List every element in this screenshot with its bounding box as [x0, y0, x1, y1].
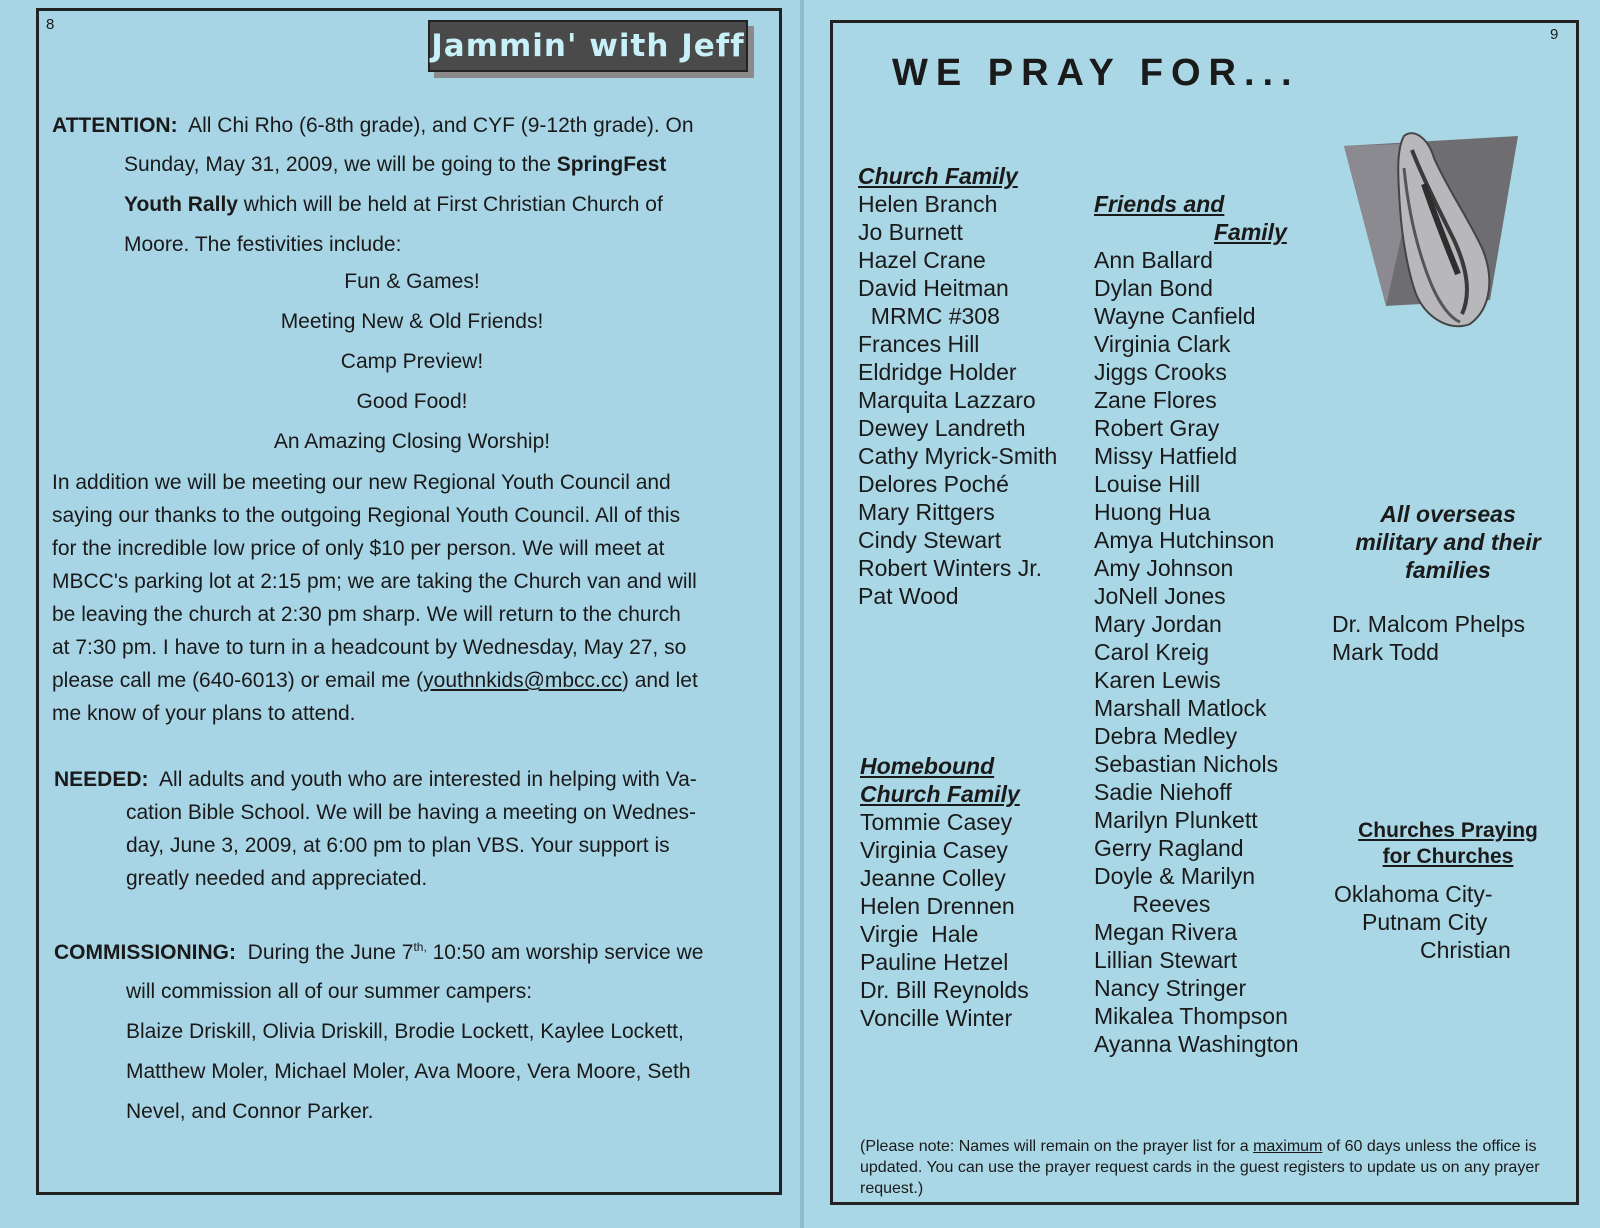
festivity-item: Fun & Games!: [344, 270, 480, 293]
pray-title: WE PRAY FOR...: [892, 52, 1300, 94]
church-family-name: Mary Rittgers: [858, 499, 995, 525]
homebound-list: [860, 808, 1029, 1032]
friends-column: [1094, 190, 1299, 1058]
addition-line-8: me know of your plans to attend.: [52, 702, 356, 725]
church-family-name: Delores Poché: [858, 471, 1009, 497]
church-family-name: Robert Winters Jr.: [858, 555, 1043, 581]
needed-line-1: [54, 768, 697, 792]
addition-text-7b: ) and let: [621, 669, 698, 692]
friends-name: Reeves: [1094, 891, 1211, 917]
church-family-name: Jo Burnett: [858, 219, 963, 245]
commissioning-line: Nevel, and Connor Parker.: [126, 1100, 374, 1123]
left-page-border: [36, 8, 782, 1195]
banner-title: Jammin' with Jeff: [431, 28, 745, 64]
commissioning-line: Blaize Driskill, Olivia Driskill, Brodie Lockett, Kaylee Lockett,: [126, 1020, 684, 1043]
church-family-name: Dewey Landreth: [858, 415, 1026, 441]
friends-name: Wayne Canfield: [1094, 303, 1256, 329]
military-heading-lines: [1338, 500, 1558, 584]
commissioning-line-1: [54, 940, 703, 965]
friends-name: Lillian Stewart: [1094, 947, 1238, 973]
military-list: [1332, 610, 1525, 666]
churches-list: [1334, 880, 1511, 964]
church-family-name: Eldridge Holder: [858, 359, 1017, 385]
friends-name: JoNell Jones: [1094, 583, 1226, 609]
military-name: Mark Todd: [1332, 639, 1439, 665]
friends-name: Mikalea Thompson: [1094, 1003, 1288, 1029]
festivity-item: Good Food!: [356, 390, 468, 413]
homebound-name: Virginia Casey: [860, 837, 1008, 863]
attention-text-1: All Chi Rho (6-8th grade), and CYF (9-12th grade). On: [188, 114, 694, 137]
commissioning-label: COMMISSIONING:: [54, 941, 236, 964]
commissioning-text-1a: During the June 7: [247, 941, 414, 964]
friends-name: Marshall Matlock: [1094, 695, 1267, 721]
needed-line: cation Bible School. We will be having a meeting on Wednes-: [126, 801, 697, 824]
banner: [428, 20, 748, 72]
church-family-list: [858, 190, 1057, 610]
commissioning-line: will commission all of our summer campers:: [126, 980, 533, 1003]
friends-name: Sebastian Nichols: [1094, 751, 1279, 777]
addition-line: be leaving the church at 2:30 pm sharp. We will return to the church: [52, 603, 681, 626]
needed-line: day, June 3, 2009, at 6:00 pm to plan VBS. Your support is: [126, 834, 670, 857]
friends-name: Megan Rivera: [1094, 919, 1238, 945]
addition-line: at 7:30 pm. I have to turn in a headcount by Wednesday, May 27, so: [52, 636, 687, 659]
church-name-line: Putnam City: [1362, 909, 1488, 935]
church-family-name: MRMC #308: [858, 303, 1000, 329]
youth-rally: Youth Rally: [124, 193, 238, 216]
addition-line: for the incredible low price of only $10 per person. We will meet at: [52, 537, 665, 560]
homebound-name: Helen Drennen: [860, 893, 1015, 919]
needed-text-1: All adults and youth who are interested in helping with Va-: [159, 768, 697, 791]
homebound-name: Jeanne Colley: [860, 865, 1006, 891]
friends-name: Dylan Bond: [1094, 275, 1213, 301]
prayer-list-note: [860, 1136, 1560, 1199]
festivity-item: An Amazing Closing Worship!: [273, 430, 551, 453]
addition-line: MBCC's parking lot at 2:15 pm; we are taking the Church van and will: [52, 570, 697, 593]
friends-name: Huong Hua: [1094, 499, 1211, 525]
friends-name: Virginia Clark: [1094, 331, 1231, 357]
needed-label: NEEDED:: [54, 768, 149, 791]
military-name: Dr. Malcom Phelps: [1332, 611, 1526, 637]
friends-name: Zane Flores: [1094, 387, 1217, 413]
church-name-line: Christian: [1420, 937, 1511, 963]
friends-name: Louise Hill: [1094, 471, 1201, 497]
church-family-name: Cindy Stewart: [858, 527, 1002, 553]
homebound-name: Pauline Hetzel: [860, 949, 1009, 975]
friends-name: Sadie Niehoff: [1094, 779, 1232, 805]
friends-name: Jiggs Crooks: [1094, 359, 1227, 385]
addition-line: saying our thanks to the outgoing Regional Youth Council. All of this: [52, 504, 681, 527]
superscript-th: th,: [413, 940, 427, 954]
attention-text-2: Sunday, May 31, 2009, we will be going to the: [124, 153, 557, 176]
homebound-heading-2: Church Family: [860, 781, 1020, 807]
church-family-heading: Church Family: [858, 163, 1018, 189]
attention-line-1: [52, 109, 694, 143]
friends-name: Debra Medley: [1094, 723, 1238, 749]
friends-name: Ayanna Washington: [1094, 1031, 1299, 1057]
commissioning-line: Matthew Moler, Michael Moler, Ava Moore, Vera Moore, Seth: [126, 1060, 691, 1083]
church-family-column: [858, 162, 1057, 610]
friends-name: Ann Ballard: [1094, 247, 1213, 273]
addition-line: In addition we will be meeting our new Regional Youth Council and: [52, 471, 671, 494]
homebound-name: Tommie Casey: [860, 809, 1013, 835]
needed-line: greatly needed and appreciated.: [126, 867, 428, 890]
church-family-name: Marquita Lazzaro: [858, 387, 1036, 413]
military-heading-line: military and their: [1355, 529, 1541, 555]
military-heading-line: All overseas: [1380, 501, 1516, 527]
springfest: SpringFest: [556, 153, 667, 176]
churches-heading-1: Churches Praying: [1358, 819, 1538, 842]
homebound-name: Voncille Winter: [860, 1005, 1013, 1031]
festivity-item: Meeting New & Old Friends!: [280, 310, 544, 333]
military-heading-line: families: [1405, 557, 1491, 583]
homebound-heading-1: Homebound: [860, 753, 995, 779]
military-heading: [1338, 500, 1558, 584]
homebound-name: Dr. Bill Reynolds: [860, 977, 1029, 1003]
church-family-name: Pat Wood: [858, 583, 959, 609]
church-name-line: Oklahoma City-: [1334, 881, 1493, 907]
friends-heading-2: Family: [1214, 219, 1287, 245]
attention-line-4: Moore. The festivities include:: [124, 233, 402, 256]
note-maximum: maximum: [1253, 1138, 1323, 1155]
festivity-item: Camp Preview!: [340, 350, 484, 373]
page-number-right: 9: [1550, 26, 1559, 43]
friends-name: Amy Johnson: [1094, 555, 1234, 581]
military-column: [1332, 610, 1525, 666]
friends-name: Robert Gray: [1094, 415, 1220, 441]
church-family-name: Cathy Myrick-Smith: [858, 443, 1058, 469]
friends-name: Doyle & Marilyn: [1094, 863, 1256, 889]
friends-name: Marilyn Plunkett: [1094, 807, 1258, 833]
friends-name: Karen Lewis: [1094, 667, 1221, 693]
churches-heading: [1338, 818, 1558, 870]
addition-text-7a: please call me (640-6013) or email me (: [52, 669, 424, 692]
friends-name: Mary Jordan: [1094, 611, 1222, 637]
church-family-name: David Heitman: [858, 275, 1009, 301]
church-family-name: Frances Hill: [858, 331, 980, 357]
commissioning-text-1b: 10:50 am worship service we: [426, 941, 704, 964]
church-family-name: Hazel Crane: [858, 247, 986, 273]
page-number-left: 8: [46, 16, 55, 33]
email-link[interactable]: youthnkids@mbcc.cc: [423, 669, 622, 692]
attention-line-2: [124, 148, 666, 182]
friends-heading-1: Friends and: [1094, 191, 1225, 217]
note-text-b: of 60 days unless the office is updated. You can use the prayer request cards in the guest registers to update us on any prayer request.): [860, 1138, 1540, 1197]
friends-list: [1094, 246, 1299, 1058]
addition-line-7: [52, 669, 698, 693]
note-text-a: (Please note: Names will remain on the prayer list for a: [860, 1138, 1254, 1155]
friends-name: Gerry Ragland: [1094, 835, 1244, 861]
friends-name: Carol Kreig: [1094, 639, 1210, 665]
attention-label: ATTENTION:: [52, 114, 178, 137]
praying-hands-icon: [1342, 128, 1522, 328]
church-family-name: Helen Branch: [858, 191, 998, 217]
attention-line-3: [124, 188, 663, 222]
churches-column: [1334, 880, 1511, 964]
friends-name: Missy Hatfield: [1094, 443, 1238, 469]
friends-name: Nancy Stringer: [1094, 975, 1247, 1001]
attention-text-3: which will be held at First Christian Church of: [237, 193, 663, 216]
homebound-name: Virgie Hale: [860, 921, 979, 947]
churches-heading-2: for Churches: [1382, 845, 1514, 868]
friends-name: Amya Hutchinson: [1094, 527, 1275, 553]
homebound-column: [860, 752, 1029, 1032]
